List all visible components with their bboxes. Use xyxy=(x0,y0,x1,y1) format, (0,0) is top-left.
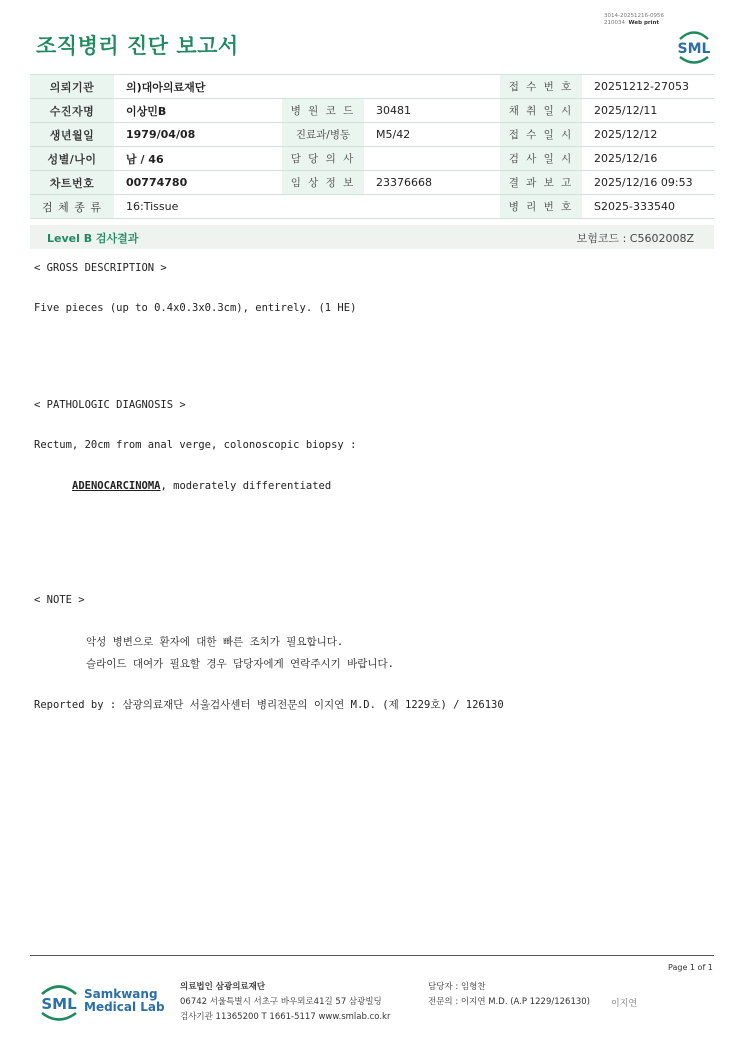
value-specimen-type: 16:Tissue xyxy=(114,195,500,219)
address-line: 06742 서울특별시 서초구 바우뫼로41길 57 삼광빌딩 xyxy=(180,997,382,1007)
logo-text: SML xyxy=(677,41,711,57)
note-heading: < NOTE > xyxy=(34,594,85,606)
document-id-line2: 210034 xyxy=(604,20,625,26)
sml-logo-icon xyxy=(672,26,716,66)
value-exam-date: 2025/12/16 xyxy=(582,147,714,171)
value-sex-age: 남 / 46 xyxy=(114,147,282,171)
patient-info-table xyxy=(30,74,714,219)
label-receipt-date: 접 수 일 시 xyxy=(500,123,582,147)
signature: 이지연 xyxy=(611,999,638,1009)
note-line-1: 악성 병변으로 환자에 대한 빠른 조치가 필요합니다. xyxy=(86,636,344,648)
value-hospital-code: 30481 xyxy=(364,99,500,123)
value-department-ward: M5/42 xyxy=(364,123,500,147)
label-accession-number: 접 수 번 호 xyxy=(500,75,582,99)
info-row xyxy=(30,171,714,195)
label-exam-date: 검 사 일 시 xyxy=(500,147,582,171)
value-clinical-info: 23376668 xyxy=(364,171,500,195)
info-row xyxy=(30,123,714,147)
result-level-label: Level B 검사결과 xyxy=(47,232,139,245)
footer-divider xyxy=(30,955,714,956)
staff-name: 담당자 : 임형찬 xyxy=(428,982,486,992)
value-chart-number: 00774780 xyxy=(114,171,282,195)
diagnosis-line xyxy=(72,480,331,492)
document-id-line1: 3014-20251216-0956 xyxy=(604,13,664,19)
info-row xyxy=(30,195,714,219)
value-result-report: 2025/12/16 09:53 xyxy=(582,171,714,195)
info-row xyxy=(30,99,714,123)
insurance-code: 보험코드 : C5602008Z xyxy=(576,232,694,245)
value-pathology-number: S2025-333540 xyxy=(582,195,714,219)
page-number: Page 1 of 1 xyxy=(668,963,713,972)
agency-contact-line: 검사기관 11365200 T 1661-5117 www.smlab.co.kr xyxy=(180,1012,391,1022)
web-print-label: Web print xyxy=(628,20,660,26)
brand-line-1: Samkwang xyxy=(84,987,158,1001)
gross-description-heading: < GROSS DESCRIPTION > xyxy=(34,262,167,274)
footer-logo-text: SML xyxy=(41,995,77,1013)
label-result-report: 결 과 보 고 xyxy=(500,171,582,195)
organization-address xyxy=(180,980,390,1025)
diagnosis-site: Rectum, 20cm from anal verge, colonoscopic biopsy : xyxy=(34,439,357,451)
reported-by: Reported by : 삼광의료재단 서울검사센터 병리전문의 이지연 M.D. (제 1229호) / 126130 xyxy=(34,699,504,711)
brand-line-2: Medical Lab xyxy=(84,1000,165,1014)
diagnosis-term: ADENOCARCINOMA xyxy=(72,480,161,492)
specialist-name: 전문의 : 이지연 M.D. (A.P 1229/126130) xyxy=(428,997,590,1007)
label-pathology-number: 병 리 번 호 xyxy=(500,195,582,219)
label-requesting-institution: 의뢰기관 xyxy=(30,75,114,99)
label-chart-number: 차트번호 xyxy=(30,171,114,195)
value-birth-date: 1979/04/08 xyxy=(114,123,282,147)
document-id xyxy=(604,13,664,27)
label-hospital-code: 병 원 코 드 xyxy=(282,99,364,123)
value-patient-name: 이상민B xyxy=(114,99,282,123)
label-sex-age: 성별/나이 xyxy=(30,147,114,171)
value-receipt-date: 2025/12/12 xyxy=(582,123,714,147)
gross-description-text: Five pieces (up to 0.4x0.3x0.3cm), entirely. (1 HE) xyxy=(34,302,357,314)
label-patient-name: 수진자명 xyxy=(30,99,114,123)
label-clinical-info: 임 상 정 보 xyxy=(282,171,364,195)
label-department-ward: 진료과/병동 xyxy=(282,123,364,147)
note-line-2: 슬라이드 대여가 필요할 경우 담당자에게 연락주시기 바랍니다. xyxy=(86,658,394,670)
result-level-bar xyxy=(30,225,714,249)
brand-name xyxy=(84,988,165,1014)
diagnosis-detail: , moderately differentiated xyxy=(160,480,332,492)
info-row xyxy=(30,147,714,171)
report-title: 조직병리 진단 보고서 xyxy=(36,34,239,58)
label-attending-physician: 담 당 의 사 xyxy=(282,147,364,171)
organization-name: 의료법인 삼광의료재단 xyxy=(180,982,266,992)
info-row xyxy=(30,75,714,99)
label-birth-date: 생년월일 xyxy=(30,123,114,147)
value-accession-number: 20251212-27053 xyxy=(582,75,714,99)
label-collection-date: 채 취 일 시 xyxy=(500,99,582,123)
pathologic-diagnosis-heading: < PATHOLOGIC DIAGNOSIS > xyxy=(34,399,186,411)
label-specimen-type: 검 체 종 류 xyxy=(30,195,114,219)
value-attending-physician xyxy=(364,147,500,171)
value-requesting-institution: 의)대아의료재단 xyxy=(114,75,500,99)
staff-contact xyxy=(428,980,590,1010)
samkwang-logo-icon xyxy=(36,980,82,1024)
value-collection-date: 2025/12/11 xyxy=(582,99,714,123)
